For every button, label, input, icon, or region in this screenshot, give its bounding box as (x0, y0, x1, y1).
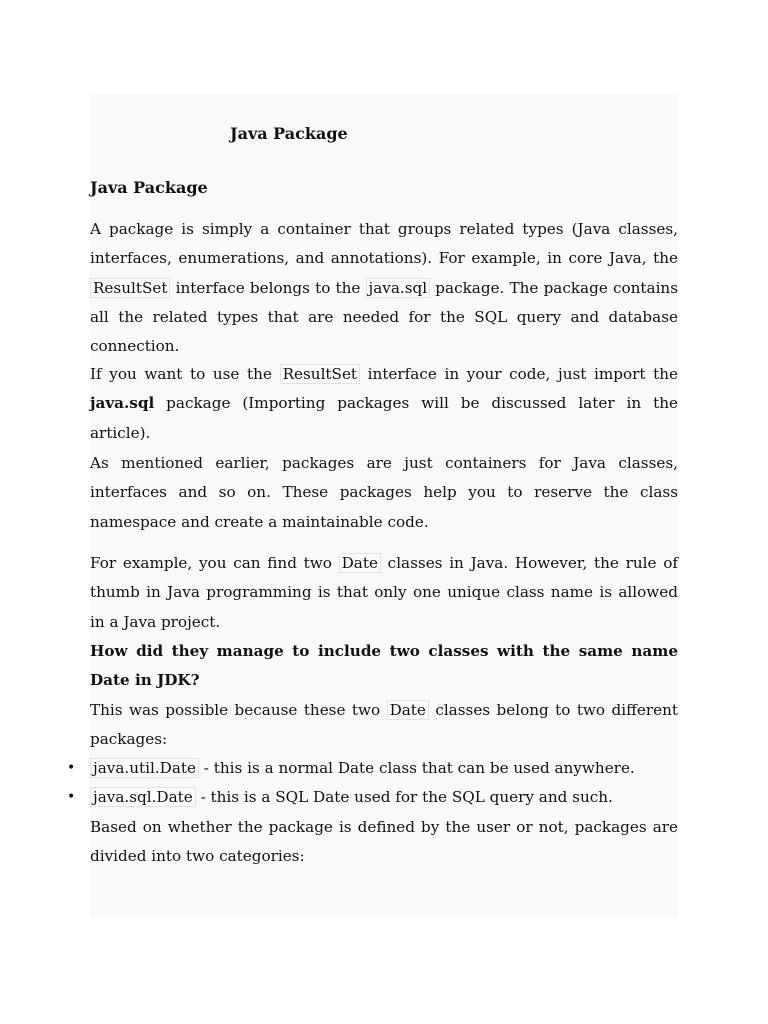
code-java-util-date: java.util.Date (90, 758, 199, 778)
list-item (90, 754, 678, 783)
text: interface in your code, just import the (360, 365, 679, 383)
paragraph-date-example (90, 549, 678, 637)
text: - this is a SQL Date used for the SQL query and such. (195, 788, 613, 806)
paragraph-categories: Based on whether the package is defined by the user or not, packages are divided into two categories: (90, 818, 678, 866)
text: package. The package contains all the related types that are needed for the SQL query and database connection. (90, 278, 678, 356)
code-date: Date (339, 553, 381, 573)
bold-java-sql: java.sql (90, 394, 155, 413)
paragraph-containers: As mentioned earlier, packages are just containers for Java classes, interfaces and so on. These packages help you to reserve the class namespace and create a maintainable code. (90, 454, 678, 531)
text: package (Importing packages will be discussed later in the article). (90, 394, 678, 442)
code-resultset: ResultSet (90, 278, 170, 298)
question-heading: How did they manage to include two classes with the same name Date in JDK? (90, 642, 678, 690)
section-heading: Java Package (90, 178, 208, 197)
text: interface belongs to the (170, 278, 366, 297)
list-item (90, 783, 678, 812)
paragraph-possible (90, 696, 678, 755)
paragraph-import (90, 360, 678, 448)
paragraph-intro (90, 215, 678, 361)
text: For example, you can find two (90, 554, 339, 572)
text: This was possible because these two (90, 701, 387, 719)
text: If you want to use the (90, 365, 280, 383)
text: classes belong to two different packages: (90, 701, 678, 749)
text: A package is simply a container that groups related types (Java classes, interfaces, enumerations, and annotations). For example, in core Java, the (90, 220, 678, 268)
code-java-sql: java.sql (366, 278, 431, 298)
bullet-icon: • (67, 760, 76, 776)
text: classes in Java. However, the rule of thumb in Java programming is that only one unique class name is allowed in a Java project. (90, 554, 678, 631)
document-title: Java Package (230, 124, 348, 143)
text: - this is a normal Date class that can be used anywhere. (198, 759, 635, 777)
code-date: Date (387, 700, 429, 720)
code-java-sql-date: java.sql.Date (90, 787, 196, 807)
bullet-icon: • (67, 789, 76, 805)
code-resultset: ResultSet (280, 364, 360, 384)
